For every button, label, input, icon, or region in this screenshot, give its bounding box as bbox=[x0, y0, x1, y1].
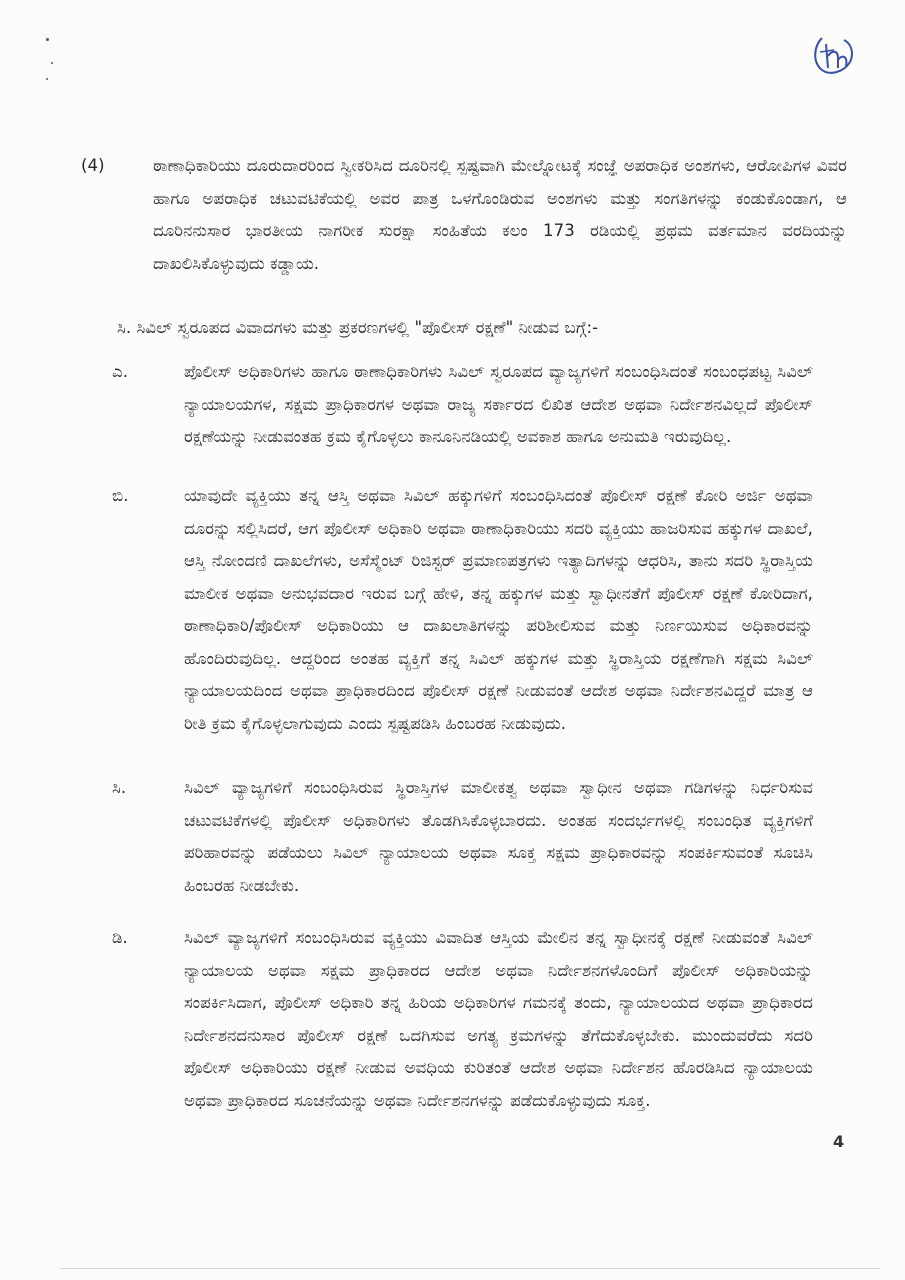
scan-edge-line bbox=[60, 1268, 880, 1269]
page-number: 4 bbox=[833, 1132, 845, 1151]
item-d-marker: ಡಿ. bbox=[112, 928, 128, 947]
paragraph-4-text: ಠಾಣಾಧಿಕಾರಿಯು ದೂರುದಾರರಿಂದ ಸ್ವೀಕರಿಸಿದ ದೂರಿನಲ್ಲಿ ಸ್ಪಷ್ಟವಾಗಿ ಮೇಲ್ನೋಟಕ್ಕೆ ಸಂಜ್ಞೆ ಅಪರಾಧಿಕ ಅಂಶಗಳು, ಆರೋಪಿಗಳ ವಿವರ ಹಾಗೂ ಅಪರಾಧಿಕ ಚಟುವಟಿಕೆಯಲ್ಲಿ ಅವರ ಪಾತ್ರ ಒಳಗೊಂಡಿರುವ ಅಂಶಗಳು ಮತ್ತು ಸಂಗತಿಗಳನ್ನು ಕಂಡುಕೊಂಡಾಗ, ಆ ದೂರಿನನುಸಾರ ಭಾರತೀಯ ನಾಗರೀಕ ಸುರಕ್ಷಾ ಸಂಹಿತೆಯ ಕಲಂ 173 ರಡಿಯಲ್ಲಿ ಪ್ರಥಮ ವರ್ತಮಾನ ವರದಿಯನ್ನು ದಾಖಲಿಸಿಕೊಳ್ಳುವುದು ಕಡ್ಡಾಯ. bbox=[153, 156, 847, 273]
item-d bbox=[112, 922, 813, 1117]
item-a bbox=[112, 356, 813, 454]
section-heading: ಸಿ. ಸಿವಿಲ್ ಸ್ವರೂಪದ ವಿವಾದಗಳು ಮತ್ತು ಪ್ರಕರಣಗಳಲ್ಲಿ "ಪೊಲೀಸ್ ರಕ್ಷಣೆ" ನೀಡುವ ಬಗ್ಗೆ:- bbox=[117, 318, 599, 337]
scan-speck bbox=[46, 78, 48, 80]
item-c bbox=[112, 772, 813, 902]
item-a-text: ಪೊಲೀಸ್ ಅಧಿಕಾರಿಗಳು ಹಾಗೂ ಠಾಣಾಧಿಕಾರಿಗಳು ಸಿವಿಲ್ ಸ್ವರೂಪದ ವ್ಯಾಜ್ಯಗಳಿಗೆ ಸಂಬಂಧಿಸಿದಂತೆ ಸಂಬಂಧಪಟ್ಟ ಸಿವಿಲ್ ನ್ಯಾಯಾಲಯಗಳ, ಸಕ್ಷಮ ಪ್ರಾಧಿಕಾರಗಳ ಅಥವಾ ರಾಜ್ಯ ಸರ್ಕಾರದ ಲಿಖಿತ ಆದೇಶ ಅಥವಾ ನಿರ್ದೇಶನವಿಲ್ಲದೆ ಪೊಲೀಸ್ ರಕ್ಷಣೆಯನ್ನು ನೀಡುವಂತಹ ಕ್ರಮ ಕೈಗೊಳ್ಳಲು ಕಾನೂನಿನಡಿಯಲ್ಲಿ ಅವಕಾಶ ಹಾಗೂ ಅನುಮತಿ ಇರುವುದಿಲ್ಲ. bbox=[184, 362, 813, 446]
item-b-marker: ಬಿ. bbox=[112, 486, 129, 505]
item-a-marker: ಎ. bbox=[112, 362, 129, 381]
item-b-text: ಯಾವುದೇ ವ್ಯಕ್ತಿಯು ತನ್ನ ಆಸ್ತಿ ಅಥವಾ ಸಿವಿಲ್ ಹಕ್ಕುಗಳಿಗೆ ಸಂಬಂಧಿಸಿದಂತೆ ಪೊಲೀಸ್ ರಕ್ಷಣೆ ಕೋರಿ ಅರ್ಜಿ ಅಥವಾ ದೂರನ್ನು ಸಲ್ಲಿಸಿದರೆ, ಆಗ ಪೊಲೀಸ್ ಅಧಿಕಾರಿ ಅಥವಾ ಠಾಣಾಧಿಕಾರಿಯು ಸದರಿ ವ್ಯಕ್ತಿಯು ಹಾಜರಿಸುವ ಹಕ್ಕುಗಳ ದಾಖಲೆ, ಆಸ್ತಿ ನೋಂದಣಿ ದಾಖಲೆಗಳು, ಅಸೆಸ್ಮೆಂಟ್ ರಿಜಿಸ್ಟರ್ ಪ್ರಮಾಣಪತ್ರಗಳು ಇತ್ಯಾದಿಗಳನ್ನು ಆಧರಿಸಿ, ತಾನು ಸದರಿ ಸ್ಥಿರಾಸ್ತಿಯ ಮಾಲೀಕ ಅಥವಾ ಅನುಭವದಾರ ಇರುವ ಬಗ್ಗೆ ಹೇಳಿ, ತನ್ನ ಹಕ್ಕುಗಳ ಮತ್ತು ಸ್ವಾಧೀನತೆಗೆ ಪೊಲೀಸ್ ರಕ್ಷಣೆ ಕೋರಿದಾಗ, ಠಾಣಾಧಿಕಾರಿ/ಪೊಲೀಸ್ ಅಧಿಕಾರಿಯು ಆ ದಾಖಲಾತಿಗಳನ್ನು ಪರಿಶೀಲಿಸುವ ಮತ್ತು ನಿರ್ಣಯಿಸುವ ಅಧಿಕಾರವನ್ನು ಹೊಂದಿರುವುದಿಲ್ಲ. ಆದ್ದರಿಂದ ಅಂತಹ ವ್ಯಕ್ತಿಗೆ ತನ್ನ ಸಿವಿಲ್ ಹಕ್ಕುಗಳ ಮತ್ತು ಸ್ಥಿರಾಸ್ತಿಯ ರಕ್ಷಣೆಗಾಗಿ ಸಕ್ಷಮ ಸಿವಿಲ್ ನ್ಯಾಯಾಲಯದಿಂದ ಅಥವಾ ಪ್ರಾಧಿಕಾರದಿಂದ ಪೊಲೀಸ್ ರಕ್ಷಣೆ ನೀಡುವಂತೆ ಆದೇಶ ಅಥವಾ ನಿರ್ದೇಶನವಿದ್ದರೆ ಮಾತ್ರ ಆ ರೀತಿ ಕ್ರಮ ಕೈಗೊಳ್ಳಲಾಗುವುದು ಎಂದು ಸ್ಪಷ್ಟಪಡಿಸಿ ಹಿಂಬರಹ ನೀಡುವುದು. bbox=[184, 486, 813, 733]
item-d-text: ಸಿವಿಲ್ ವ್ಯಾಜ್ಯಗಳಿಗೆ ಸಂಬಂಧಿಸಿರುವ ವ್ಯಕ್ತಿಯು ವಿವಾದಿತ ಆಸ್ತಿಯ ಮೇಲಿನ ತನ್ನ ಸ್ವಾಧೀನಕ್ಕೆ ರಕ್ಷಣೆ ನೀಡುವಂತೆ ಸಿವಿಲ್ ನ್ಯಾಯಾಲಯ ಅಥವಾ ಸಕ್ಷಮ ಪ್ರಾಧಿಕಾರದ ಆದೇಶ ಅಥವಾ ನಿರ್ದೇಶನಗಳೊಂದಿಗೆ ಪೊಲೀಸ್ ಅಧಿಕಾರಿಯನ್ನು ಸಂಪರ್ಕಿಸಿದಾಗ, ಪೊಲೀಸ್ ಅಧಿಕಾರಿ ತನ್ನ ಹಿರಿಯ ಅಧಿಕಾರಿಗಳ ಗಮನಕ್ಕೆ ತಂದು, ನ್ಯಾಯಾಲಯದ ಅಥವಾ ಪ್ರಾಧಿಕಾರದ ನಿರ್ದೇಶನದನುಸಾರ ಪೊಲೀಸ್ ರಕ್ಷಣೆ ಒದಗಿಸುವ ಅಗತ್ಯ ಕ್ರಮಗಳನ್ನು ತೆಗೆದುಕೊಳ್ಳಬೇಕು. ಮುಂದುವರೆದು ಸದರಿ ಪೊಲೀಸ್ ಅಧಿಕಾರಿಯು ರಕ್ಷಣೆ ನೀಡುವ ಅವಧಿಯ ಕುರಿತಂತೆ ಆದೇಶ ಅಥವಾ ನಿರ್ದೇಶನ ಹೊರಡಿಸಿದ ನ್ಯಾಯಾಲಯ ಅಥವಾ ಪ್ರಾಧಿಕಾರದ ಸೂಚನೆಯನ್ನು ಅಥವಾ ನಿರ್ದೇಶನಗಳನ್ನು ಪಡೆದುಕೊಳ್ಳುವುದು ಸೂಕ್ತ. bbox=[184, 928, 813, 1110]
item-c-text: ಸಿವಿಲ್ ವ್ಯಾಜ್ಯಗಳಿಗೆ ಸಂಬಂಧಿಸಿರುವ ಸ್ಥಿರಾಸ್ತಿಗಳ ಮಾಲೀಕತ್ವ ಅಥವಾ ಸ್ವಾಧೀನ ಅಥವಾ ಗಡಿಗಳನ್ನು ನಿರ್ಧರಿಸುವ ಚಟುವಟಿಕೆಗಳಲ್ಲಿ ಪೊಲೀಸ್ ಅಧಿಕಾರಿಗಳು ತೊಡಗಿಸಿಕೊಳ್ಳಬಾರದು. ಅಂತಹ ಸಂದರ್ಭಗಳಲ್ಲಿ ಸಂಬಂಧಿತ ವ್ಯಕ್ತಿಗಳಿಗೆ ಪರಿಹಾರವನ್ನು ಪಡೆಯಲು ಸಿವಿಲ್ ನ್ಯಾಯಾಲಯ ಅಥವಾ ಸೂಕ್ತ ಸಕ್ಷಮ ಪ್ರಾಧಿಕಾರವನ್ನು ಸಂಪರ್ಕಿಸುವಂತೆ ಸೂಚಿಸಿ ಹಿಂಬರಹ ನೀಡಬೇಕು. bbox=[184, 778, 813, 895]
handwritten-initials-icon bbox=[808, 32, 856, 78]
paragraph-4 bbox=[81, 150, 847, 280]
item-c-marker: ಸಿ. bbox=[112, 778, 127, 797]
scan-speck bbox=[51, 62, 53, 64]
item-b bbox=[112, 480, 813, 740]
paragraph-4-marker: (4) bbox=[81, 156, 105, 175]
scan-speck bbox=[46, 38, 49, 41]
